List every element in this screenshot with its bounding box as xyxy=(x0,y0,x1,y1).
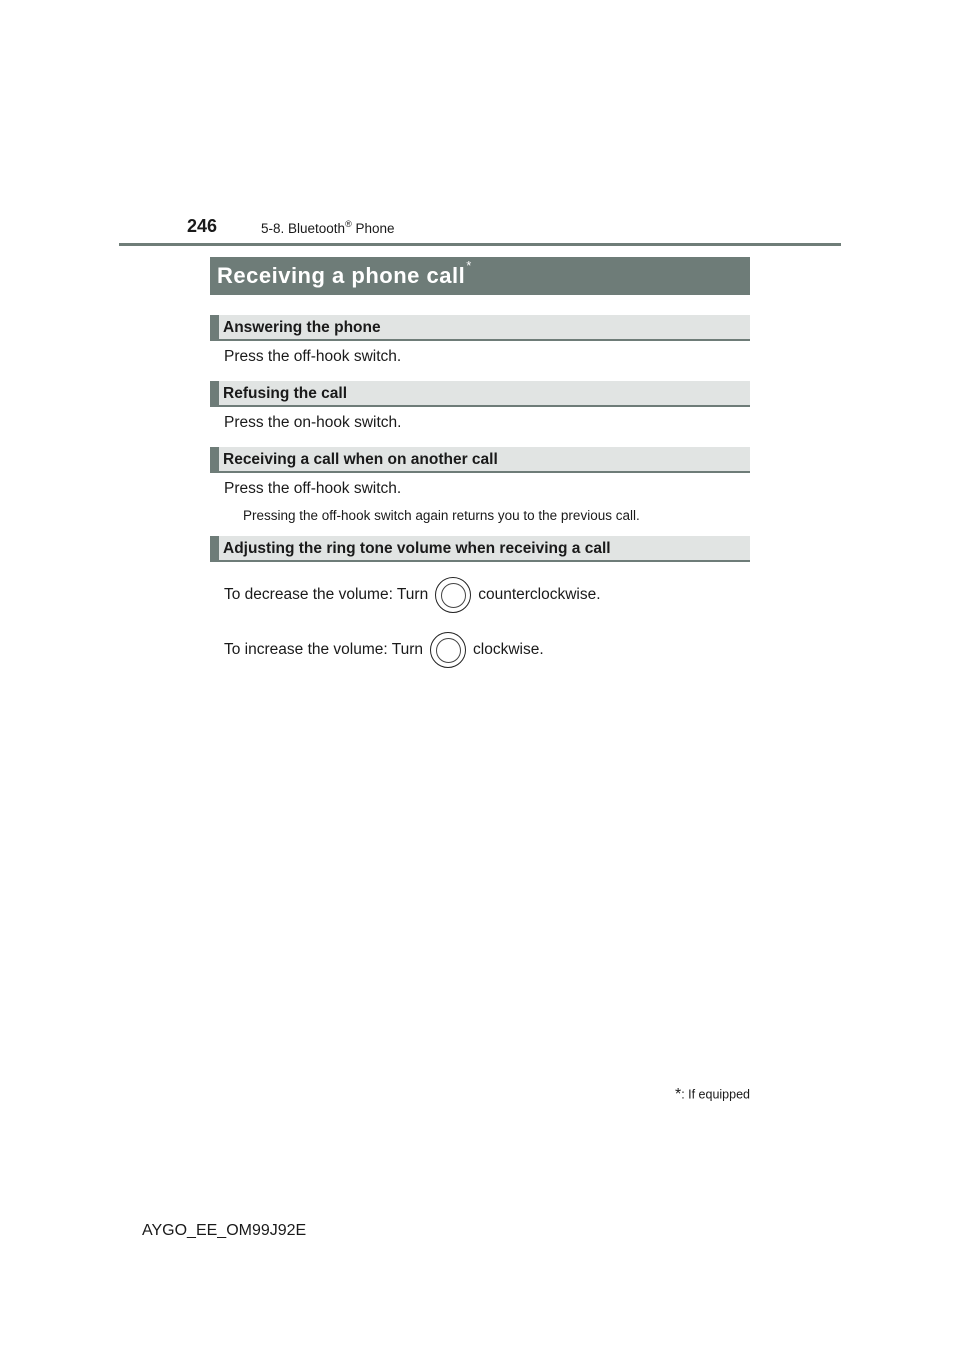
body-refusing: Press the on-hook switch. xyxy=(224,414,402,431)
subhead-answering: Answering the phone xyxy=(210,315,750,341)
subhead-ring-tone: Adjusting the ring tone volume when receiving a call xyxy=(210,536,750,562)
volume-decrease-text: To decrease the volume: Turn xyxy=(224,586,429,604)
volume-decrease-line xyxy=(224,577,601,613)
page-title xyxy=(210,257,750,295)
footnote-star: * xyxy=(674,1086,682,1103)
subhead-another-call: Receiving a call when on another call xyxy=(210,447,750,473)
volume-dial-icon xyxy=(430,632,466,668)
footnote-text: : If equipped xyxy=(681,1087,750,1102)
section-prefix: 5-8. Bluetooth xyxy=(261,221,346,236)
page-number: 246 xyxy=(187,216,218,236)
page-title-text: Receiving a phone call xyxy=(217,263,466,288)
body-another-call: Press the off-hook switch. xyxy=(224,480,402,497)
note-another-call: Pressing the off-hook switch again returns you to the previous call. xyxy=(243,508,640,523)
title-star-mark: * xyxy=(466,258,472,273)
volume-increase-direction: clockwise. xyxy=(473,641,544,659)
document-code: AYGO_EE_OM99J92E xyxy=(142,1222,307,1239)
volume-increase-line xyxy=(224,632,544,668)
section-suffix: Phone xyxy=(351,221,395,236)
footnote xyxy=(675,1086,750,1104)
registered-mark: ® xyxy=(345,219,352,229)
subhead-refusing: Refusing the call xyxy=(210,381,750,407)
volume-increase-text: To increase the volume: Turn xyxy=(224,641,424,659)
body-answering: Press the off-hook switch. xyxy=(224,348,402,365)
header-rule xyxy=(119,243,841,246)
volume-dial-icon xyxy=(435,577,471,613)
volume-decrease-direction: counterclockwise. xyxy=(478,586,601,604)
section-reference xyxy=(261,221,395,236)
